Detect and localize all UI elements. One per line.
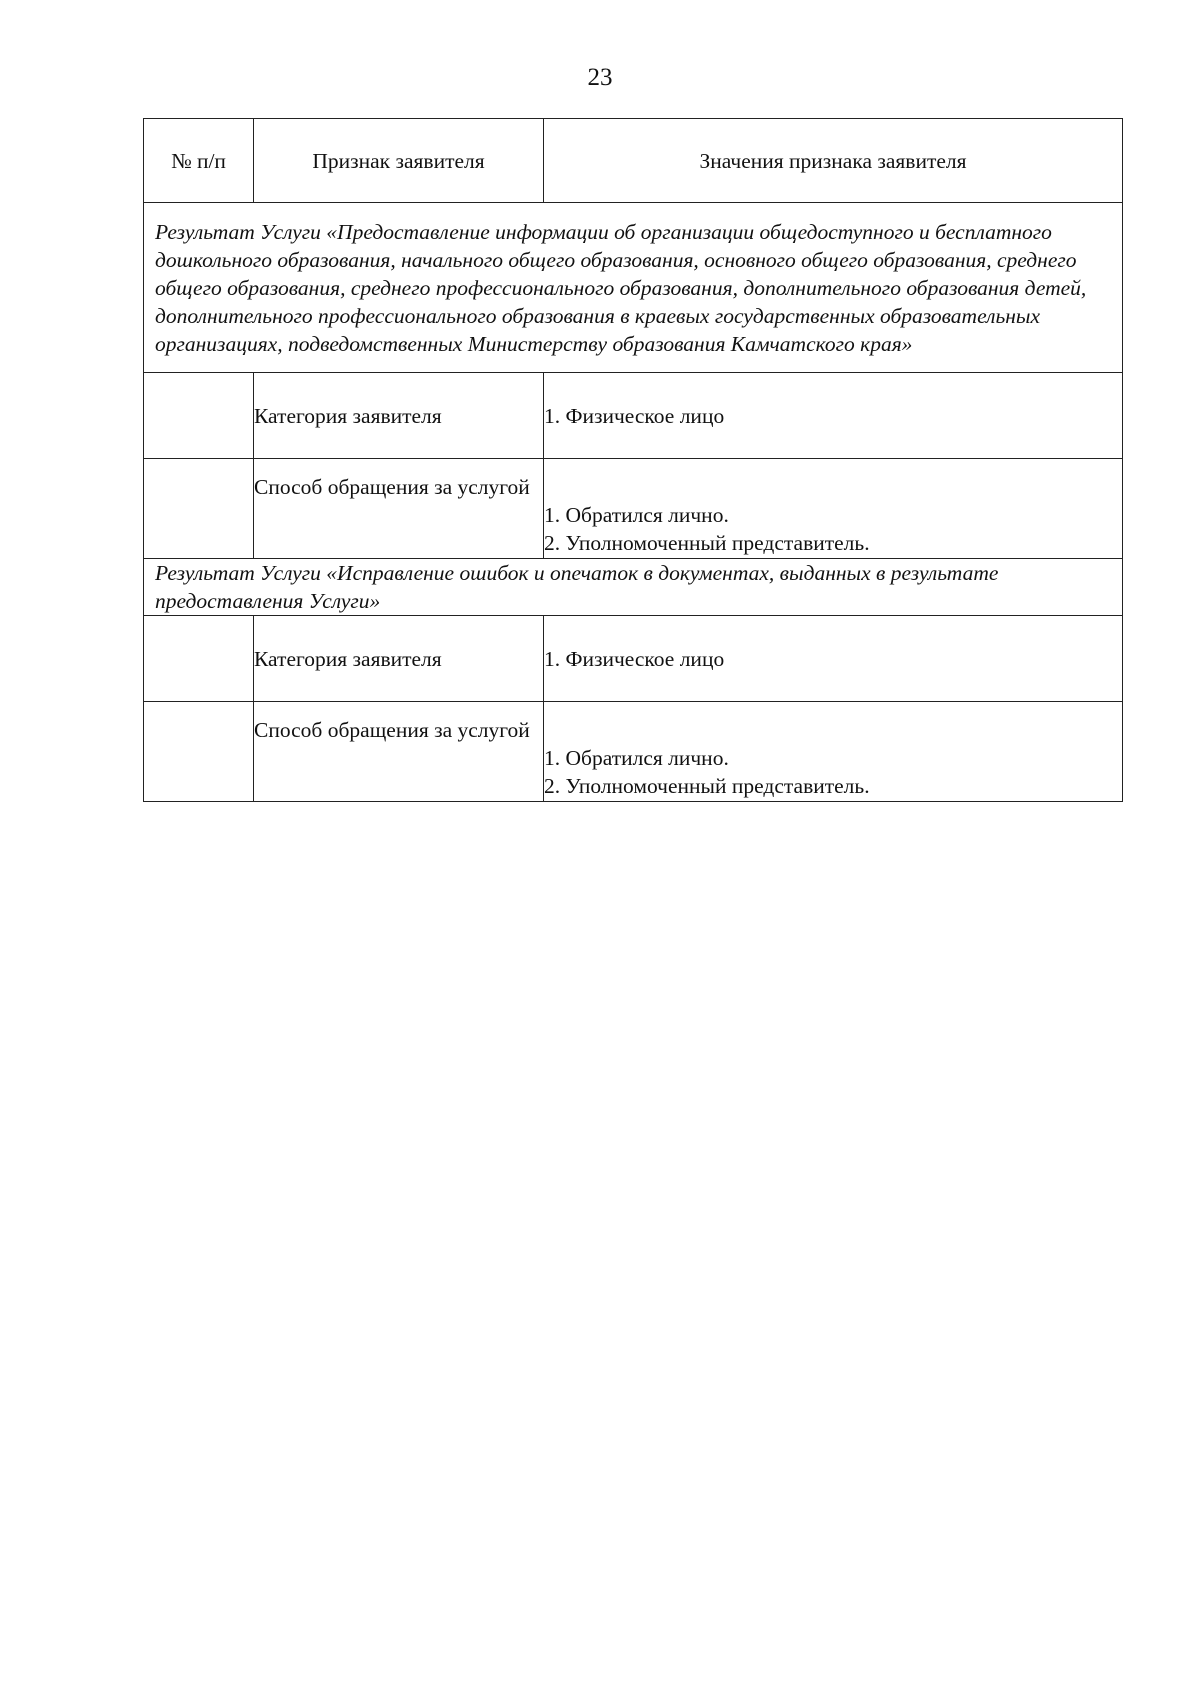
section-title-row	[144, 203, 1123, 373]
table-row	[144, 702, 1123, 802]
row-attribute: Способ обращения за услугой	[254, 459, 544, 559]
section-title-row	[144, 559, 1123, 616]
row-number	[144, 702, 254, 802]
row-values	[544, 616, 1123, 702]
row-values	[544, 459, 1123, 559]
header-values: Значения признака заявителя	[544, 119, 1123, 203]
row-value-line: 1. Обратился лично.	[544, 503, 729, 527]
table-row	[144, 373, 1123, 459]
row-value-line: 2. Уполномоченный представитель.	[544, 774, 870, 798]
row-attribute: Способ обращения за услугой	[254, 702, 544, 802]
row-number	[144, 616, 254, 702]
page-number: 23	[587, 64, 613, 91]
row-value-line: 1. Физическое лицо	[544, 646, 725, 671]
row-attribute: Категория заявителя	[254, 616, 544, 702]
row-value-line: 1. Физическое лицо	[544, 403, 725, 428]
table-row	[144, 616, 1123, 702]
table-header-row	[144, 119, 1123, 203]
row-attribute: Категория заявителя	[254, 373, 544, 459]
row-value-line: 1. Обратился лично.	[544, 746, 729, 770]
row-values	[544, 373, 1123, 459]
applicant-attributes-table	[143, 118, 1123, 802]
section-title: Результат Услуги «Предоставление информации об организации общедоступного и бесплатного дошкольного образования, начального общего образования, основного общего образования, среднего общего образования, среднего профессионального образования, дополнительного образования детей, дополнительного профессионального образования в краевых государственных образовательных организациях, подведомственных Министерству образования Камчатского края»	[144, 203, 1123, 373]
header-attribute: Признак заявителя	[254, 119, 544, 203]
header-number: № п/п	[144, 119, 254, 203]
table-row	[144, 459, 1123, 559]
section-title: Результат Услуги «Исправление ошибок и опечаток в документах, выданных в результате предоставления Услуги»	[144, 559, 1123, 616]
row-values	[544, 702, 1123, 802]
row-value-line: 2. Уполномоченный представитель.	[544, 531, 870, 555]
row-number	[144, 459, 254, 559]
row-number	[144, 373, 254, 459]
